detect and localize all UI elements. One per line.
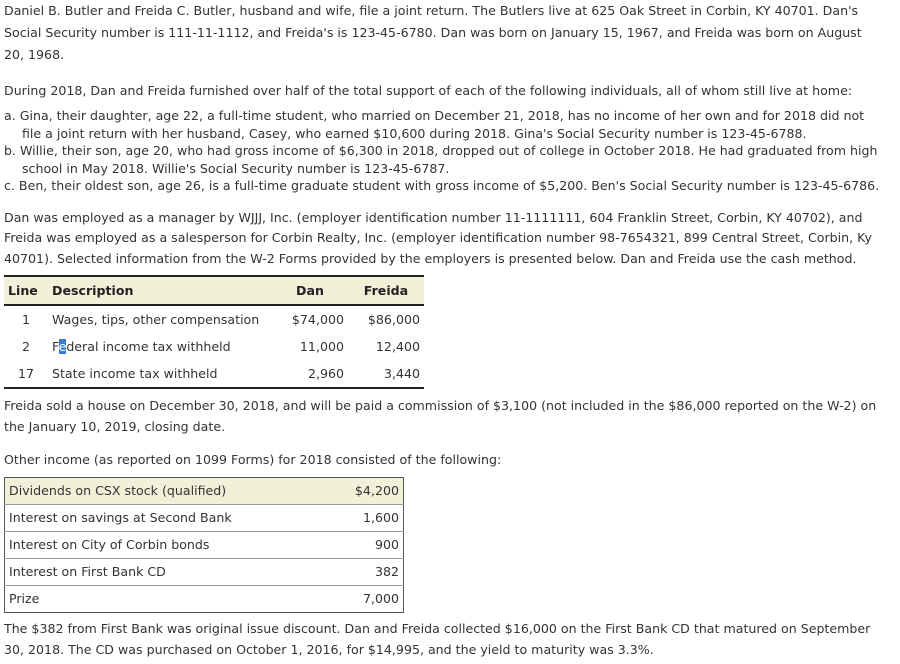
dependent-item-c: c. Ben, their oldest son, age 26, is a full-time graduate student with gross income of $5,200. Ben's Social Security number is 123-45-6786. xyxy=(4,178,880,193)
w2-freida-cell: $86,000 xyxy=(367,311,420,327)
w2-freida-cell: 3,440 xyxy=(383,365,420,381)
w2-freida-cell: 12,400 xyxy=(375,338,420,354)
income-label-cell: Prize xyxy=(5,586,330,613)
w2-header-row xyxy=(4,276,424,305)
table-row xyxy=(4,333,424,360)
income-label-cell: Interest on savings at Second Bank xyxy=(5,505,330,532)
income-amount-cell: $4,200 xyxy=(330,478,404,505)
description-text-start: F xyxy=(52,338,59,354)
support-intro: During 2018, Dan and Freida furnished over half of the total support of each of the following individuals, all of whom still live at home: xyxy=(4,83,853,98)
table-row xyxy=(5,532,404,559)
w2-header-line: Line xyxy=(4,276,48,305)
text-selection-highlight: e xyxy=(58,338,67,354)
table-row xyxy=(4,360,424,388)
table-row xyxy=(5,586,404,613)
income-amount-cell: 900 xyxy=(330,532,404,559)
w2-dan-cell: $74,000 xyxy=(291,311,344,327)
cd-note-paragraph: The $382 from First Bank was original issue discount. Dan and Freida collected $16,000 on the First Bank CD that matured on September 30, 2018. The CD was purchased on October 1, 2016, for $14,995, and the yield to maturity was 3.3%. xyxy=(4,621,871,657)
w2-dan-cell: 2,960 xyxy=(307,365,344,381)
dependents-list xyxy=(4,107,884,195)
dependent-item-b: b. Willie, their son, age 20, who had gross income of $6,300 in 2018, dropped out of college in October 2018. He had graduated from high school in May 2018. Willie's Social Security number is 123-45-6787. xyxy=(4,143,878,176)
w2-header-description: Description xyxy=(48,276,272,305)
income-label-cell: Interest on City of Corbin bonds xyxy=(5,532,330,559)
other-income-table xyxy=(4,477,404,613)
table-row xyxy=(5,478,404,505)
house-sale-paragraph: Freida sold a house on December 30, 2018, and will be paid a commission of $3,100 (not included in the $86,000 reported on the W-2) on the January 10, 2019, closing date. xyxy=(4,398,877,434)
intro-paragraph: Daniel B. Butler and Freida C. Butler, husband and wife, file a joint return. The Butlers live at 625 Oak Street in Corbin, KY 40701. Dan's Social Security number is 111-11-1112, and Freida's is 123-45-6780. Dan was born on January 15, 1967, and Freida was born on August 20, 1968. xyxy=(4,3,862,62)
other-income-intro: Other income (as reported on 1099 Forms) for 2018 consisted of the following: xyxy=(4,452,502,467)
table-row xyxy=(5,505,404,532)
w2-line-cell: 17 xyxy=(17,365,35,381)
table-row xyxy=(5,559,404,586)
w2-header-dan: Dan xyxy=(272,276,348,305)
w2-description-cell: Wages, tips, other compensation xyxy=(52,311,260,327)
w2-line-cell: 1 xyxy=(21,311,30,327)
table-row xyxy=(4,305,424,333)
w2-header-freida: Freida xyxy=(348,276,424,305)
income-label-cell: Dividends on CSX stock (qualified) xyxy=(5,478,330,505)
income-amount-cell: 1,600 xyxy=(330,505,404,532)
income-amount-cell: 382 xyxy=(330,559,404,586)
w2-description-cell xyxy=(48,333,272,360)
employment-paragraph: Dan was employed as a manager by WJJJ, Inc. (employer identification number 11-1111111, 604 Franklin Street, Corbin, KY 40702), and Freida was employed as a salesperson for Corbin Realty, Inc. (employer identification number 98-7654321, 899 Central Street, Corbin, Ky 40701). Selected information from the W-2 Forms provided by the employers is presented below. Dan and Freida use the cash method. xyxy=(4,209,872,266)
w2-line-cell: 2 xyxy=(21,338,30,354)
w2-table xyxy=(4,275,424,389)
w2-description-cell: State income tax withheld xyxy=(52,365,218,381)
income-amount-cell: 7,000 xyxy=(330,586,404,613)
description-text-end: deral income tax withheld xyxy=(66,338,231,354)
w2-dan-cell: 11,000 xyxy=(299,338,344,354)
dependent-item-a: a. Gina, their daughter, age 22, a full-time student, who married on December 21, 2018, has no income of her own and for 2018 did not file a joint return with her husband, Casey, who earned $10,600 during 2018. Gina's Social Security number is 123-45-6788. xyxy=(4,108,865,141)
income-label-cell: Interest on First Bank CD xyxy=(5,559,330,586)
